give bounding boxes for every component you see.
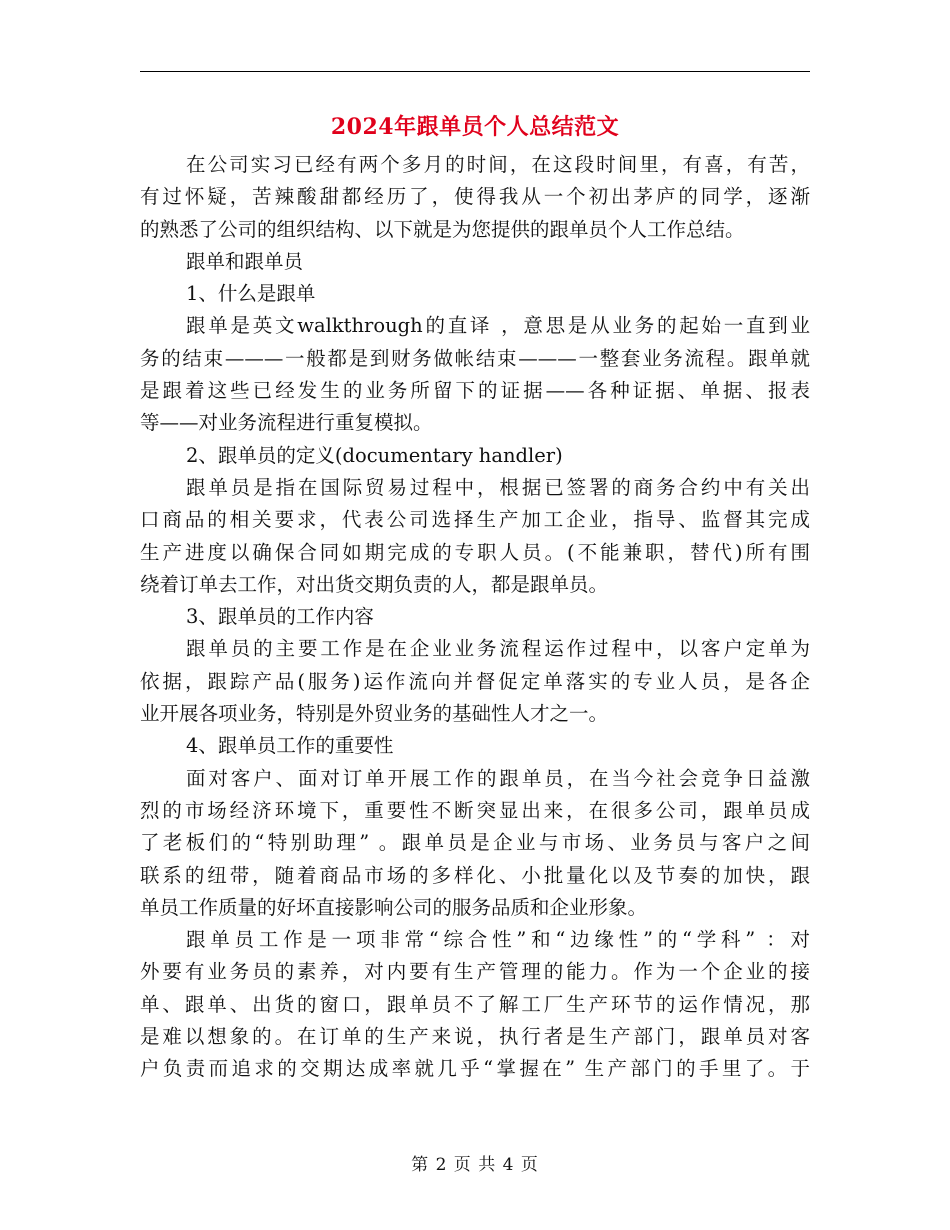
text-line: 绕着订单去工作，对出货交期负责的人，都是跟单员。 [140, 572, 609, 596]
text-line: 1、什么是跟单 [186, 282, 316, 306]
text-line: 跟单员是指在国际贸易过程中，根据已签署的商务合约中有关出 [186, 475, 810, 499]
text-line: 是跟着这些已经发生的业务所留下的证据——各种证据、单据、报表 [140, 379, 810, 403]
text-line: 口商品的相关要求，代表公司选择生产加工企业，指导、监督其完成 [140, 508, 810, 532]
page-number: 第 2 页 共 4 页 [411, 1155, 539, 1175]
text-line: 烈的市场经济环境下，重要性不断突显出来，在很多公司，跟单员成 [140, 798, 810, 822]
text-line: 4、跟单员工作的重要性 [186, 734, 394, 758]
text-line: 联系的纽带，随着商品市场的多样化、小批量化以及节奏的加快，跟 [140, 863, 810, 887]
text-line: 业开展各项业务，特别是外贸业务的基础性人才之一。 [140, 702, 609, 726]
text-line: 跟单和跟单员 [186, 249, 304, 273]
text-line: 有过怀疑，苦辣酸甜都经历了，使得我从一个初出茅庐的同学，逐渐 [140, 185, 810, 209]
text-line: 外要有业务员的素养，对内要有生产管理的能力。作为一个企业的接 [140, 960, 810, 984]
text-line: 在公司实习已经有两个多月的时间，在这段时间里，有喜，有苦， [186, 153, 810, 176]
text-line: 单员工作质量的好坏直接影响公司的服务品质和企业形象。 [140, 895, 648, 919]
text-line: 跟单员工作是一项非常“综合性”和“边缘性”的“学科” ：对 [186, 928, 810, 952]
text-line: 依据，跟踪产品(服务)运作流向并督促定单落实的专业人员，是各企 [140, 669, 810, 693]
text-line: 跟单是英文walkthrough的直译 ，意思是从业务的起始一直到业 [186, 314, 810, 338]
document-body [140, 149, 810, 1086]
text-line: 的熟悉了公司的组织结构、以下就是为您提供的跟单员个人工作总结。 [140, 217, 745, 241]
text-line: 是难以想象的。在订单的生产来说，执行者是生产部门，跟单员对客 [140, 1025, 810, 1049]
text-line: 3、跟单员的工作内容 [186, 605, 374, 629]
text-line: 面对客户、面对订单开展工作的跟单员，在当今社会竞争日益激 [186, 766, 810, 790]
text-line: 生产进度以确保合同如期完成的专职人员。(不能兼职，替代)所有围 [140, 540, 810, 564]
document-title: 2024年跟单员个人总结范文 [330, 114, 620, 140]
header-rule [140, 71, 810, 72]
text-line: 单、跟单、出货的窗口，跟单员不了解工厂生产环节的运作情况，那 [140, 992, 810, 1016]
text-line: 跟单员的主要工作是在企业业务流程运作过程中，以客户定单为 [186, 637, 810, 661]
text-line: 务的结束———一般都是到财务做帐结束———一整套业务流程。跟单就 [140, 346, 810, 370]
text-line: 了老板们的“特别助理” 。跟单员是企业与市场、业务员与客户之间 [140, 831, 810, 855]
text-line: 2、跟单员的定义(documentary handler) [186, 443, 563, 467]
text-line: 户负责而追求的交期达成率就几乎“掌握在” 生产部门的手里了。于 [140, 1057, 810, 1081]
text-line: 等——对业务流程进行重复模拟。 [140, 411, 433, 435]
